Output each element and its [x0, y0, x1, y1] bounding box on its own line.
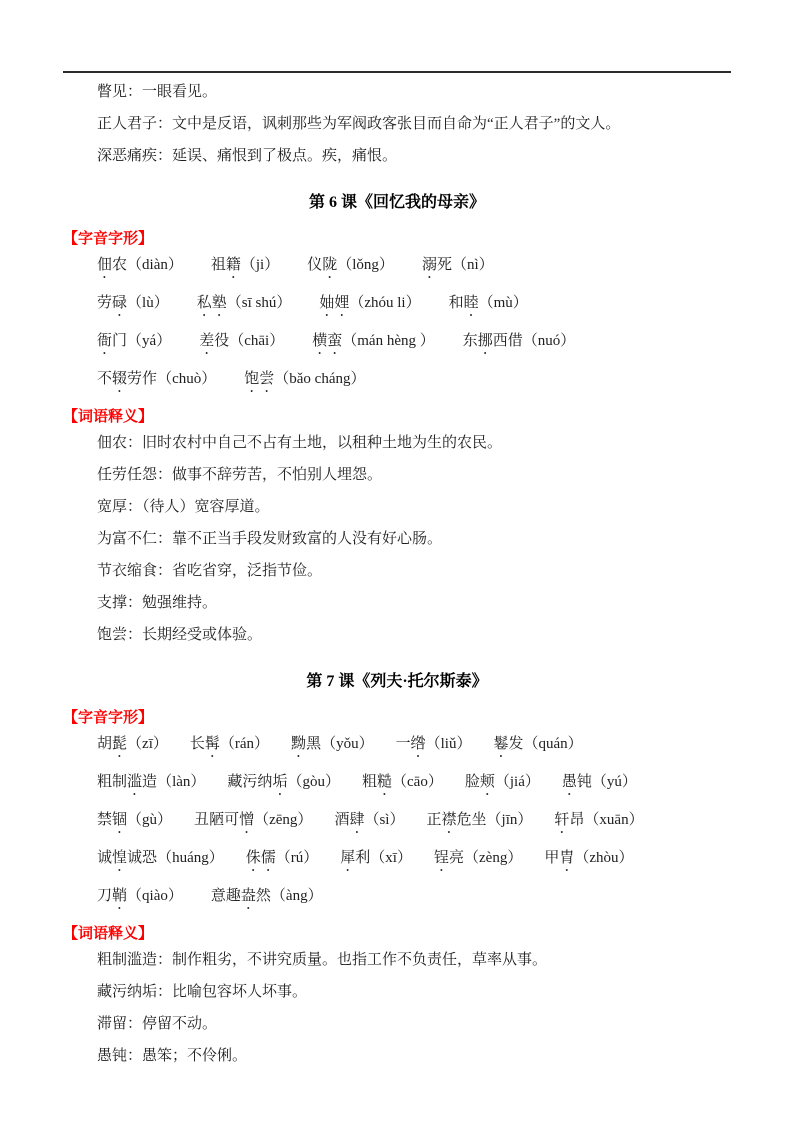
term-word: [362, 774, 392, 790]
section-header-definitions: 【词语释义】: [63, 409, 154, 425]
term-char: 纳: [257, 774, 273, 790]
term-word: [319, 295, 349, 311]
term-word: [396, 736, 426, 752]
term-char: 儒: [260, 850, 276, 866]
term-word: [197, 295, 227, 311]
pinyin-item: [426, 810, 532, 837]
pinyin-item: [340, 848, 412, 875]
term-pinyin: （gòu）: [287, 774, 340, 790]
term-char: 尝: [259, 371, 275, 387]
term-char: 蛮: [327, 333, 343, 349]
term-char: 横: [312, 333, 328, 349]
term-char: 髯: [204, 736, 220, 752]
pinyin-item: [334, 810, 404, 837]
term-pinyin: （qiào）: [127, 888, 183, 904]
term-char: 趣: [225, 888, 241, 904]
term-pinyin: （lù）: [127, 295, 169, 311]
term-word: [307, 257, 337, 273]
term-pinyin: （cāo）: [392, 774, 443, 790]
term-word: [465, 774, 495, 790]
term-word: [97, 371, 157, 387]
term-char: 绺: [410, 736, 426, 752]
term-word: [463, 333, 523, 349]
term-char: 衙: [97, 333, 113, 349]
term-char: 陇: [322, 257, 338, 273]
pinyin-item: [211, 886, 323, 913]
pinyin-row: [97, 810, 731, 837]
term-char: 襟: [441, 812, 457, 828]
term-char: 妯: [319, 295, 335, 311]
term-word: [340, 850, 370, 866]
term-pinyin: （rán）: [219, 736, 270, 752]
term-pinyin: （xuān）: [584, 812, 644, 828]
term-word: [97, 850, 157, 866]
pinyin-row: [97, 772, 731, 799]
term-char: 睦: [463, 295, 479, 311]
term-char: 坐: [471, 812, 487, 828]
term-word: [194, 812, 254, 828]
term-char: 役: [214, 333, 230, 349]
term-char: 借: [507, 333, 523, 349]
term-word: [97, 812, 127, 828]
term-pinyin: （yá）: [127, 333, 172, 349]
definition-line: 瞥见：一眼看见。: [97, 84, 218, 100]
term-char: 脸: [464, 774, 480, 790]
term-word: [493, 736, 523, 752]
term-pinyin: （nuó）: [522, 333, 576, 349]
term-pinyin: （rú）: [275, 850, 319, 866]
term-word: [422, 257, 452, 273]
term-pinyin: （mù）: [478, 295, 528, 311]
definition-line: 支撑：勉强维持。: [97, 595, 218, 611]
pinyin-item: [190, 734, 269, 761]
pinyin-item: [463, 331, 576, 358]
term-char: 辍: [112, 371, 128, 387]
pinyin-item: [396, 734, 472, 761]
term-char: 愚: [561, 774, 577, 790]
lessons-container: [63, 192, 731, 1067]
pinyin-item: [97, 331, 171, 358]
pinyin-item: [97, 293, 169, 320]
pinyin-item: [291, 734, 374, 761]
pinyin-item: [97, 255, 183, 282]
lesson-section: [63, 671, 731, 1067]
term-pinyin: （mán hèng ）: [342, 333, 435, 349]
term-word: [211, 888, 271, 904]
term-pinyin: （zhòu）: [574, 850, 634, 866]
term-char: 粗: [97, 774, 113, 790]
pinyin-row: [97, 255, 731, 282]
term-char: 挪: [477, 333, 493, 349]
pinyin-item: [97, 369, 216, 396]
definition-line: 滞留：停留不动。: [97, 1016, 218, 1032]
term-char: 粗: [361, 774, 377, 790]
term-pinyin: （chuò）: [157, 371, 217, 387]
term-char: 长: [189, 736, 205, 752]
term-char: 胡: [97, 736, 113, 752]
term-char: 一: [395, 736, 411, 752]
term-word: [554, 812, 584, 828]
term-pinyin: （ji）: [240, 257, 280, 273]
definition-line: 深恶痛疾：延误、痛恨到了极点。疾，痛恨。: [97, 148, 398, 164]
term-pinyin: （quán）: [523, 736, 583, 752]
pinyin-item: [197, 293, 292, 320]
term-char: 仪: [307, 257, 323, 273]
term-pinyin: （làn）: [157, 774, 206, 790]
term-char: 饱: [244, 371, 260, 387]
term-char: 惶: [112, 850, 128, 866]
term-char: 鞘: [112, 888, 128, 904]
term-char: 钝: [576, 774, 592, 790]
term-char: 农: [112, 257, 128, 273]
term-char: 鬈: [493, 736, 509, 752]
pinyin-row: [97, 886, 731, 913]
term-char: 黑: [306, 736, 322, 752]
pinyin-row: [97, 331, 731, 358]
term-char: 甲: [544, 850, 560, 866]
term-word: [312, 333, 342, 349]
term-char: 亮: [448, 850, 464, 866]
term-char: 盎: [240, 888, 256, 904]
term-char: 侏: [245, 850, 261, 866]
term-char: 私: [196, 295, 212, 311]
term-char: 劳: [97, 295, 113, 311]
term-word: [434, 850, 464, 866]
term-pinyin: （sī shú）: [226, 295, 292, 311]
term-char: 然: [255, 888, 271, 904]
term-pinyin: （gù）: [127, 812, 173, 828]
term-char: 污: [242, 774, 258, 790]
term-char: 差: [199, 333, 215, 349]
section-header-definitions: 【词语释义】: [63, 926, 154, 942]
term-pinyin: （chāi）: [229, 333, 285, 349]
term-pinyin: （liǔ）: [425, 736, 472, 752]
term-pinyin: （àng）: [270, 888, 323, 904]
term-word: [97, 295, 127, 311]
term-word: [97, 736, 127, 752]
term-char: 塾: [211, 295, 227, 311]
term-char: 颊: [479, 774, 495, 790]
term-char: 发: [508, 736, 524, 752]
term-char: 肆: [349, 812, 365, 828]
pinyin-row: [97, 848, 731, 875]
term-char: 禁: [97, 812, 113, 828]
term-pinyin: （nì）: [451, 257, 494, 273]
term-pinyin: （lǒng）: [337, 257, 394, 273]
pinyin-item: [544, 848, 633, 875]
term-char: 祖: [210, 257, 226, 273]
term-char: 劳: [127, 371, 143, 387]
term-word: [246, 850, 276, 866]
term-word: [97, 257, 127, 273]
pinyin-item: [97, 848, 224, 875]
term-char: 正: [426, 812, 442, 828]
term-pinyin: （yǒu）: [321, 736, 374, 752]
pinyin-item: [97, 772, 205, 799]
term-pinyin: （zhóu li）: [349, 295, 421, 311]
intro-definitions: [63, 82, 731, 167]
term-char: 制: [112, 774, 128, 790]
term-char: 死: [436, 257, 452, 273]
pinyin-item: [199, 331, 284, 358]
pinyin-row: [97, 293, 731, 320]
term-char: 东: [462, 333, 478, 349]
term-char: 可: [224, 812, 240, 828]
definition-line: 任劳任怨：做事不辞劳苦，不怕别人埋怨。: [97, 467, 383, 483]
pinyin-item: [227, 772, 340, 799]
lesson-title: 第 6 课《回忆我的母亲》: [308, 194, 485, 211]
definition-line: 节衣缩食：省吃省穿，泛指节俭。: [97, 563, 323, 579]
pinyin-item: [97, 734, 168, 761]
pinyin-item: [434, 848, 522, 875]
term-char: 滥: [127, 774, 143, 790]
definition-line: 愚钝：愚笨；不伶俐。: [97, 1048, 248, 1064]
definition-line: 宽厚：（待人）宽容厚道。: [97, 499, 270, 515]
pinyin-item: [362, 772, 443, 799]
pinyin-item: [244, 369, 365, 396]
term-char: 作: [142, 371, 158, 387]
definition-line: 正人君子：文中是反语，讽刺那些为军阀政客张目而自命为“正人君子”的文人。: [97, 116, 621, 132]
term-char: 意: [210, 888, 226, 904]
term-word: [199, 333, 229, 349]
term-char: 昂: [569, 812, 585, 828]
term-pinyin: （zèng）: [464, 850, 523, 866]
term-char: 糙: [376, 774, 392, 790]
term-word: [97, 333, 127, 349]
pinyin-item: [246, 848, 319, 875]
term-char: 危: [456, 812, 472, 828]
pinyin-row: [97, 734, 731, 761]
pinyin-item: [211, 255, 279, 282]
term-char: 胄: [559, 850, 575, 866]
term-word: [227, 774, 287, 790]
lesson-section: [63, 192, 731, 646]
term-char: 娌: [334, 295, 350, 311]
pinyin-item: [562, 772, 637, 799]
term-char: 藏: [227, 774, 243, 790]
definition-line: 为富不仁：靠不正当手段发财致富的人没有好心肠。: [97, 531, 443, 547]
pinyin-row: [97, 369, 731, 396]
term-char: 黝: [291, 736, 307, 752]
term-char: 溺: [421, 257, 437, 273]
pinyin-item: [554, 810, 643, 837]
pinyin-item: [465, 772, 540, 799]
term-char: 门: [112, 333, 128, 349]
term-char: 犀: [340, 850, 356, 866]
term-pinyin: （zēng）: [254, 812, 313, 828]
term-word: [97, 774, 157, 790]
section-header-pronunciation: 【字音字形】: [63, 231, 154, 247]
term-char: 诚: [97, 850, 113, 866]
term-word: [291, 736, 321, 752]
term-char: 利: [355, 850, 371, 866]
term-char: 髭: [112, 736, 128, 752]
term-char: 锃: [433, 850, 449, 866]
term-word: [97, 888, 127, 904]
term-word: [544, 850, 574, 866]
term-pinyin: （zī）: [127, 736, 168, 752]
term-char: 酒: [334, 812, 350, 828]
term-pinyin: （jiá）: [494, 774, 540, 790]
header-rule: [63, 71, 731, 73]
term-char: 憎: [239, 812, 255, 828]
term-pinyin: （huáng）: [157, 850, 224, 866]
term-char: 籍: [225, 257, 241, 273]
pinyin-item: [97, 810, 172, 837]
term-char: 刀: [97, 888, 113, 904]
term-word: [190, 736, 220, 752]
term-char: 锢: [112, 812, 128, 828]
term-char: 和: [448, 295, 464, 311]
term-word: [449, 295, 479, 311]
pinyin-item: [307, 255, 394, 282]
term-word: [211, 257, 241, 273]
term-char: 造: [142, 774, 158, 790]
pinyin-item: [422, 255, 494, 282]
term-pinyin: （bǎo cháng）: [274, 371, 366, 387]
term-pinyin: （yú）: [591, 774, 637, 790]
term-char: 佃: [97, 257, 113, 273]
definition-line: 佃农：旧时农村中自己不占有土地，以租种土地为生的农民。: [97, 435, 503, 451]
term-word: [562, 774, 592, 790]
term-char: 轩: [554, 812, 570, 828]
term-char: 诚: [127, 850, 143, 866]
definition-line: 粗制滥造：制作粗劣，不讲究质量。也指工作不负责任，草率从事。: [97, 952, 548, 968]
definition-line: 饱尝：长期经受或体验。: [97, 627, 263, 643]
term-char: 恐: [142, 850, 158, 866]
section-header-pronunciation: 【字音字形】: [63, 710, 154, 726]
pinyin-item: [194, 810, 312, 837]
pinyin-item: [493, 734, 582, 761]
term-pinyin: （sì）: [364, 812, 405, 828]
term-char: 陋: [209, 812, 225, 828]
term-pinyin: （xī）: [370, 850, 412, 866]
term-pinyin: （jīn）: [486, 812, 533, 828]
term-pinyin: （diàn）: [127, 257, 183, 273]
term-char: 不: [97, 371, 113, 387]
lesson-title: 第 7 课《列夫·托尔斯泰》: [306, 673, 488, 690]
term-char: 丑: [194, 812, 210, 828]
term-word: [244, 371, 274, 387]
term-char: 西: [492, 333, 508, 349]
pinyin-item: [449, 293, 528, 320]
term-word: [426, 812, 486, 828]
pinyin-item: [312, 331, 435, 358]
term-char: 碌: [112, 295, 128, 311]
pinyin-item: [97, 886, 183, 913]
term-char: 垢: [272, 774, 288, 790]
definition-line: 藏污纳垢：比喻包容坏人坏事。: [97, 984, 308, 1000]
pinyin-item: [319, 293, 420, 320]
term-word: [334, 812, 364, 828]
